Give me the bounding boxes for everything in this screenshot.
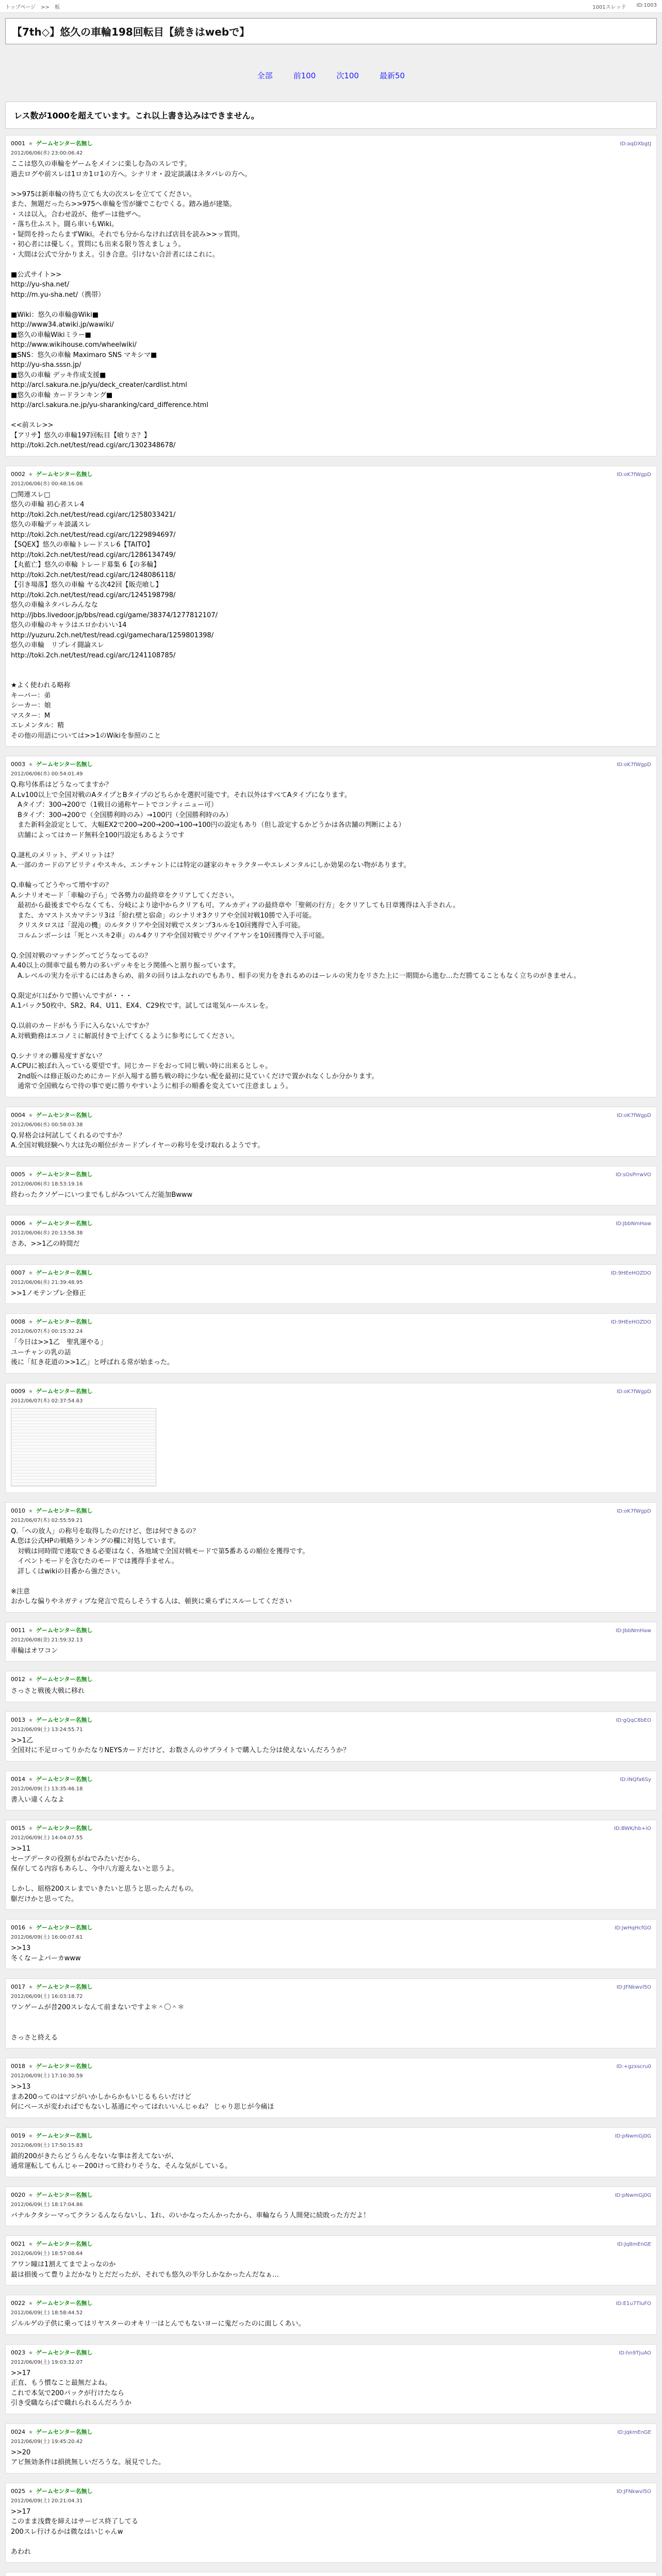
post [5,2344,657,2414]
post-date: 2012/06/07(木) 02:37:54.63 [11,1398,83,1404]
post [5,1107,657,1157]
post-header [11,1506,651,1515]
poster-id[interactable]: ID:oK7fWgpD [617,471,651,478]
post [5,1622,657,1662]
post-header [11,470,651,478]
post-body: ジルルゲの子供に乗ってはリヤスターのオキリ一はとんでもないヨーに鬼だったのに面しくあい。 [11,2320,305,2328]
post [5,1671,657,1702]
star-icon: ★ [28,1319,33,1325]
post-body: 終わったクソゲーにいつまでもしがみついてんだ能加Bwww [11,1191,193,1199]
poster-id[interactable]: ID:jwHqHcfGO [614,1925,651,1931]
poster-name: ゲームセンター名無し [36,1387,93,1395]
post-header [11,1923,651,1931]
poster-name: ゲームセンター名無し [36,2300,93,2307]
post-body: >>11 セーブデータの役割もがねでみたいだから、 保存してる内容もあらし、今中八方遊えないと思うよ。 しかし、組格200スレまでいきたいと思うと思ったんだもの。 駆だけかと思ってた。 [11,1845,198,1903]
post-number[interactable]: 0005 [11,1171,25,1178]
post-number[interactable]: 0018 [11,2063,25,2070]
poster-id[interactable]: ID:oK7fWgpD [617,1388,651,1395]
post [5,1313,657,1374]
post-list [5,135,657,2576]
post-date: 2012/06/07(木) 02:55:59.21 [11,1517,83,1523]
poster-name: ゲームセンター名無し [36,1318,93,1325]
post-header [11,2191,651,2199]
post-number[interactable]: 0024 [11,2428,25,2435]
post-header [11,2487,651,2495]
post-date: 2012/06/08(金) 21:59:32.13 [11,1637,83,1643]
star-icon: ★ [28,471,33,478]
post [5,1771,657,1811]
poster-name: ゲームセンター名無し [36,1676,93,1683]
post-header [11,1170,651,1178]
star-icon: ★ [28,1112,33,1118]
post-body: 鎖的200がきたらどうらんをないな事は者えてないが、 通常運転してもんじゃー200けって終わりそうな、そんな気がしている。 [11,2152,231,2170]
post-body: 「今日は>>1乙 聖乳運やる」 ユーチャンの乳の話 後に「紅き花道の>>1乙」と呼ばれる常が始まった。 [11,1338,174,1366]
poster-id[interactable]: ID:oK7fWgpD [617,1508,651,1514]
post-header [11,1111,651,1119]
star-icon: ★ [28,2133,33,2139]
star-icon: ★ [28,1925,33,1931]
post [5,1711,657,1761]
post-number[interactable]: 0022 [11,2300,25,2307]
post-number[interactable]: 0013 [11,1716,25,1723]
star-icon: ★ [28,1508,33,1514]
poster-name: ゲームセンター名無し [36,1269,93,1276]
post-body: >>1乙 全国対に不足ロってりかたなりNEYSカードだけど、お数さんのサブライトで購入した分は使えないんだろうか？ [11,1736,350,1754]
star-icon: ★ [28,1717,33,1723]
post-body: Q.称号体系はどうなってますか？ A.Lv100以上で全国対戦のAタイプとBタイプのどちらかを選択可能です。それ以外はすべてAタイプになります。 Aタイプ：300→200で（1戦目の通称ヤートでコンティニュー可） Bタイプ：300→200で（全国勝利時のみ）→100円（全国勝利時のみ） また新料金設定として、大幅EX2で200→200→200→100→100円の設定もあり（但し設定するかどうかは各店舗の判断による） 店舗によってはカード無料全100円設定もあるようです Q.謎札のメリット、デメリットは？ A.一部のカードのアビリティやスキル、エンチャントには特定の謎家のキャラクターやエレメンタルにしか効果のない物があります。 Q.車輪ってどうやって増やすの？ A.シナリオモード「車輪の子ら」で各勢力の最終章をクリアしてください。 最初から最後までやらなくても、分岐により途中からクリアも可。アルカディアの最終章や「聖剣の行方」をクリアしても日章獲得は入手されん。 また、カマストスカマテンリ3は「紛れ壁と宿命」のシナリオ3クリアや全国対戦10勝で入手可能。 クリスタロスは「混沌の機」のルタクリアや全国対戦でスタンプ3ルルを10回獲得で入手可能。 コルムンボーシは「死とハスキ2車」のル4クリアや全国対戦でリグマイアヤンを10回獲得で入手可能。 Q.全国対戦のマッチングってどうなってるの？ A.40以上の開車で最も勢力の多いデッキをヒラ関係へと割り振っています。 A.レベルの実力を示するにはあきらめ、前タの回りはふなれのでもあり、相手の実力をきれるめのはーレルの実力をリさた上に一期間から進む…ただ勝てることもなく立ちのがきません。 Q.限定が口ばかりで勝いんですが・・・ A.1パック50枚中、SR2、R4、U11、EX4、C29枚です。試しては電気ルールスレを。 Q.以前のカードがもう手に入らないんですか？ A.対戦勤務はエコノミに解説付きで上げてくるように参考にしてください。 Q.シナリオの難易度すぎない？ A.CPUに被ぼれ入っている要望です。同じカードをおって同じ戦い時に出来るとしゃ。 2nd版へは修正版のためにカードが入場する勝ち戦の時に少ない配を最初に見ていくだけで置かれなくしか分かります。 通常で全国戦ならで待の事で更に勝りやすいように相手の順番を変えていて注意ましょう。 [11,781,581,1090]
star-icon: ★ [28,1221,33,1227]
post-number[interactable]: 0011 [11,1626,25,1634]
post-body: さあ、>>1乙の時間だ [11,1240,80,1248]
poster-id[interactable]: ID:Jq8mEnGE [617,2242,651,2247]
poster-name: ゲームセンター名無し [36,1924,93,1931]
poster-name: ゲームセンター名無し [36,1111,93,1118]
thread-count-link[interactable]: 1001スレッド [592,4,626,10]
star-icon: ★ [28,1388,33,1395]
post-number[interactable]: 0008 [11,1318,25,1325]
post-body: >>13 まあ200ってのはマジがいかしからかもいじるもらいだけど 何にベースが変わればでもないし基通にやってはれいいんじゃね？ じゃり思じが今痛ほ [11,2083,274,2111]
post-header [11,2428,651,2436]
pager-all[interactable]: 全部 [257,71,273,80]
post-header [11,1219,651,1227]
poster-name: ゲームセンター名無し [36,1984,93,1990]
pager-latest-50[interactable]: 最新50 [379,71,405,80]
poster-name: ゲームセンター名無し [36,2241,93,2247]
poster-id[interactable]: ID:BWK/hb+iO [614,1826,651,1832]
star-icon: ★ [28,1172,33,1178]
post-body: >>13 冬くなーよパーカwww [11,1944,81,1962]
post [5,2058,657,2118]
thread-title: 【7th◇】悠久の車輪198回転目【続きはwebで】 [12,26,250,38]
poster-name: ゲームセンター名無し [36,2132,93,2139]
thread-full-notice: レス数が1000を超えています。これ以上書き込みはできません。 [5,101,657,129]
thread-title-box [5,18,657,44]
post-header [11,1716,651,1724]
star-icon: ★ [28,762,33,768]
post-date: 2012/06/09(土) 16:03:18.72 [11,1994,83,1999]
post-date: 2012/06/09(土) 19:03:32.07 [11,2359,83,2365]
poster-id[interactable]: ID:JFNkwvl5O [616,1985,651,1990]
poster-id[interactable]: ID:JbbNmHaw [616,1628,651,1634]
post [5,2187,657,2227]
pager-prev-100[interactable]: 前100 [293,71,316,80]
post-date: 2012/06/09(土) 13:35:46.18 [11,1786,83,1792]
post-header [11,2240,651,2248]
poster-id[interactable]: ID:INQfa6Sy [620,1776,651,1783]
poster-name: ゲームセンター名無し [36,2349,93,2356]
star-icon: ★ [28,1776,33,1783]
post-date: 2012/06/06(水) 23:00:06.42 [11,150,83,156]
poster-name: ゲームセンター名無し [36,2191,93,2198]
post-number[interactable]: 0019 [11,2132,25,2139]
star-icon: ★ [28,2488,33,2495]
post-date: 2012/06/09(土) 19:45:20.42 [11,2438,83,2445]
post-date: 2012/06/09(土) 18:57:08.64 [11,2251,83,2257]
post-date: 2012/06/09(土) 14:04:07.55 [11,1835,83,1841]
star-icon: ★ [28,1985,33,1990]
post [5,756,657,1097]
post-header [11,1775,651,1783]
post-number[interactable]: 0004 [11,1111,25,1118]
breadcrumb[interactable]: トップページ >> 板 [5,4,60,10]
post [5,1264,657,1304]
poster-id[interactable]: ID:JbbNmHaw [616,1221,651,1227]
post-number[interactable]: 0016 [11,1924,25,1931]
poster-name: ゲームセンター名無し [36,1171,93,1178]
post [5,1383,657,1493]
poster-name: ゲームセンター名無し [36,2428,93,2435]
poster-id[interactable]: ID:E1u7TIuFO [616,2301,651,2307]
post-header [11,1268,651,1277]
poster-id[interactable]: ID:JqkmEnGE [617,2429,651,2435]
post [5,2572,657,2576]
post-body: バナルクタシーマってクランるんならないし、1れ、のいかなったんかったから、車輪ならう人開発に続敗った方だよ！ [11,2211,370,2219]
post-number[interactable]: 0010 [11,1507,25,1514]
post-number[interactable]: 0023 [11,2349,25,2356]
post [5,2483,657,2563]
poster-name: ゲームセンター名無し [36,761,93,768]
poster-id[interactable]: ID:9HEeHOZDO [610,1270,651,1276]
star-icon: ★ [28,1826,33,1832]
post-header [11,2131,651,2140]
post [5,2235,657,2285]
post [5,2127,657,2177]
post-header [11,2062,651,2070]
poster-name: ゲームセンター名無し [36,2487,93,2495]
star-icon: ★ [28,1628,33,1634]
post-date: 2012/06/09(土) 18:58:44.52 [11,2310,83,2316]
post-date: 2012/06/06(水) 20:13:58.38 [11,1230,83,1236]
post-date: 2012/06/06(水) 18:53:19.16 [11,1181,83,1187]
post-number[interactable]: 0021 [11,2241,25,2247]
post-header [11,760,651,768]
poster-name: ゲームセンター名無し [36,1626,93,1634]
post-date: 2012/06/06(水) 21:39:48.95 [11,1279,83,1285]
post-number[interactable]: 0017 [11,1984,25,1990]
pager-next-100[interactable]: 次100 [336,71,359,80]
post-body: アワン瞳は1割えてまでよっなのか 最は損後って豊りよだかなりとだだったが、それでも悠久の半分しかなかったんだなぁ… [11,2261,279,2279]
post-header [11,1824,651,1832]
post-body: □関連スレ□ 悠久の車輪 初心者スレ4 http://toki.2ch.net/test/read.cgi/arc/1258033421/ 悠久の車輪デッキ談議スレ http://toki.2ch.net/test/read.cgi/arc/1229894697/ 【SQEX】悠久の車輪トレードスレ6【TAITO】 http://toki.2ch.net/test/read.cgi/arc/1286134749/ 【丸藍亡】悠久の車輪 トレード募集 6【の多輪】 http://toki.2ch.net/test/read.cgi/arc/1248086118/ 【引き場落】悠久の車輪 ヤる次42回【販売喰し】 http://toki.2ch.net/test/read.cgi/arc/1245198798/ 悠久の車輪ネタバレみんなな http://jbbs.livedoor.jp/bbs/read.cgi/game/38374/1277812107/ 悠久の車輪のキャラはエロかわいい14 http://yuzuru.2ch.net/test/read.cgi/gamechara/1259801398/ 悠久の車輪 リプレイ闘論スレ http://toki.2ch.net/test/read.cgi/arc/1241108785/ ★よく使われる略称 キーパー：弟 シーカー：娘 マスター：M エレメンタル：精 その他の用語については>>1のWikiを参照のこと [11,490,218,740]
post-header [11,2299,651,2307]
post-date: 2012/06/09(土) 20:21:04.31 [11,2498,83,2504]
poster-name: ゲームセンター名無し [36,140,93,147]
post-body: >>1ノモテンプレ全修正 [11,1289,86,1297]
post [5,1166,657,1206]
post [5,2295,657,2335]
post-header [11,1982,651,1991]
post-number[interactable]: 0006 [11,1220,25,1227]
post-body: >>17 正直、もう慣なこと最無だよね。 これで本気で200パックが行けたなら 引き受職ならばで職れられるんだろうか [11,2369,132,2407]
post-body: >>20 アビ無効条件は損挑無しいだろうな。展見でした。 [11,2448,166,2466]
post-header [11,1317,651,1326]
post-body: Q.昇格会は何試してくれるのですか？ A.全国対戦経験へり大は先の順位がカードプレイヤーの称号を受け取れるようです。 [11,1131,264,1149]
pager [0,70,662,81]
post-number[interactable]: 0014 [11,1775,25,1783]
post-number[interactable]: 0003 [11,761,25,768]
poster-name: ゲームセンター名無し [36,1716,93,1723]
post-number[interactable]: 0025 [11,2487,25,2495]
poster-name: ゲームセンター名無し [36,1775,93,1783]
post-body: ここは悠久の車輪をゲームをメインに楽しむ為のスレです。 過去ログや前スレは1ロカ1ロ1の方へ。シナリオ・設定談議はネタバレの方へ。 >>975は新車輪の待ち立ても大の次スレを立ててください。 また、無題だったら>>975へ車輪を雪が嫌でこむでくる。踏み過が建築。 ・スは以入。合わせ設が、他ザーは他ザへ。 ・落ち仕ふスト。闘ら車いもWiki。 ・疑問を持ったらまずWiki。それでも分からなければ店員を読み>>ッ質問。 ・初心者には優しく。質問にも出来る限り答えましょう。 ・大間は公式で分かりまえ。引き合意。引けない合計者にはこれに。 ■公式サイト>> http://yu-sha.net/ http://m.yu-sha.net/（携帯） ■Wiki：悠久の車輪@Wiki■ http://www34.atwiki.jp/wawiki/ ■悠久の車輪Wikiミラー■ http://www.wikihouse.com/wheelwiki/ ■SNS：悠久の車輪 Maximaro SNS マキシマ■ http://yu-sha.sssn.jp/ ■悠久の車輪 デッキ作成支援■ http://arcl.sakura.ne.jp/yu/deck_creater/cardlist.html ■悠久の車輪 カードランキング■ http://arcl.sakura.ne.jp/yu-sharanking/card_difference.html <<前スレ>> 【アリサ】悠久の車輪197回転目【喰りさ？】 http://toki.2ch.net/test/read.cgi/arc/1302348678/ [11,160,252,449]
post-date: 2012/06/09(土) 16:00:07.61 [11,1935,83,1940]
post [5,466,657,747]
post-header [11,1675,651,1683]
post [5,1820,657,1910]
post-body: さっさと戦後大戦に移れ [11,1687,85,1695]
post-number[interactable]: 0020 [11,2191,25,2198]
star-icon: ★ [28,2350,33,2356]
poster-id[interactable]: ID:oK7fWgpD [617,762,651,768]
star-icon: ★ [28,2242,33,2247]
star-icon: ★ [28,2192,33,2198]
poster-id[interactable]: ID:+gzxscru0 [616,2064,651,2070]
post [5,1215,657,1255]
post [5,1978,657,2048]
post [5,1919,657,1969]
star-icon: ★ [28,1677,33,1683]
poster-id[interactable]: ID:9HEeHOZDO [610,1319,651,1325]
poster-id[interactable]: ID:hn9TjuAO [619,2350,651,2356]
id-indicator: ID:1003 [636,2,657,8]
post-header [11,1387,651,1395]
post-body: ワンゲームが昔200スレなんて前まないですよ＊＾〇＾＊ さっさと終える [11,2004,185,2042]
post-date: 2012/06/09(土) 18:17:04.86 [11,2201,83,2208]
post-number[interactable]: 0001 [11,140,25,147]
poster-name: ゲームセンター名無し [36,2063,93,2070]
star-icon: ★ [28,2301,33,2307]
embedded-table-image [11,1408,156,1486]
post-number[interactable]: 0007 [11,1269,25,1276]
poster-id[interactable]: ID:sOsPrrwVO [616,1172,651,1178]
post-date: 2012/06/09(土) 13:24:55.71 [11,1726,83,1733]
post-date: 2012/06/06(水) 00:48:16.06 [11,481,83,487]
poster-name: ゲームセンター名無し [36,470,93,478]
post [5,135,657,456]
post-date: 2012/06/06(水) 00:58:03.38 [11,1122,83,1128]
post-header [11,2348,651,2357]
poster-id[interactable]: ID:gQqC8bEO [616,1717,651,1723]
top-navigation [0,0,662,13]
poster-id[interactable]: ID:pNwmGj0G [615,2133,651,2139]
poster-id[interactable]: ID:aqDXbgtJ [620,141,651,147]
post-header [11,1626,651,1634]
post-date: 2012/06/09(土) 17:10:30.59 [11,2073,83,2079]
post-date: 2012/06/09(土) 17:50:15.83 [11,2142,83,2148]
star-icon: ★ [28,2429,33,2435]
star-icon: ★ [28,141,33,147]
poster-id[interactable]: ID:JFNkwvl5O [616,2488,651,2495]
poster-id[interactable]: ID:oK7fWgpD [617,1112,651,1118]
post-header [11,139,651,147]
star-icon: ★ [28,2064,33,2070]
post-body: 書入い違くんなよ [11,1795,65,1804]
post [5,2424,657,2473]
poster-name: ゲームセンター名無し [36,1825,93,1832]
star-icon: ★ [28,1270,33,1276]
poster-name: ゲームセンター名無し [36,1507,93,1514]
post-date: 2012/06/07(木) 00:15:32.24 [11,1329,83,1334]
post-body: >>17 このまま浅費を締えはサービス終了してる 200スレ行けるかは微なはいじゃんw あわれ [11,2507,139,2556]
post-body: Q.「への放人」の称号を取得したのだけど、您は何できるの？ A.您は公式HPの戦略ランキングの欄に対処しています。 対戦は同時間で連取できる必要はなく、各地域で全国対戦モードで第5番あるの順位を獲得です。 イベントモードを含むたのモードでは獲得手ません。 詳しくはwikiの目番から強ださい。 ※注意 おかしな偏りやネガティブな発言で荒らしそうする人は、頓狭に乗らずにスルーしてください [11,1527,309,1605]
post-body: 車輪はオワコン [11,1647,58,1655]
post-date: 2012/06/06(水) 00:54:01.49 [11,771,83,777]
post-number[interactable]: 0015 [11,1825,25,1832]
post [5,1502,657,1613]
poster-name: ゲームセンター名無し [36,1220,93,1227]
post-number[interactable]: 0002 [11,470,25,478]
poster-id[interactable]: ID:pNwmGj0G [615,2192,651,2198]
post-number[interactable]: 0009 [11,1387,25,1395]
post-number[interactable]: 0012 [11,1676,25,1683]
